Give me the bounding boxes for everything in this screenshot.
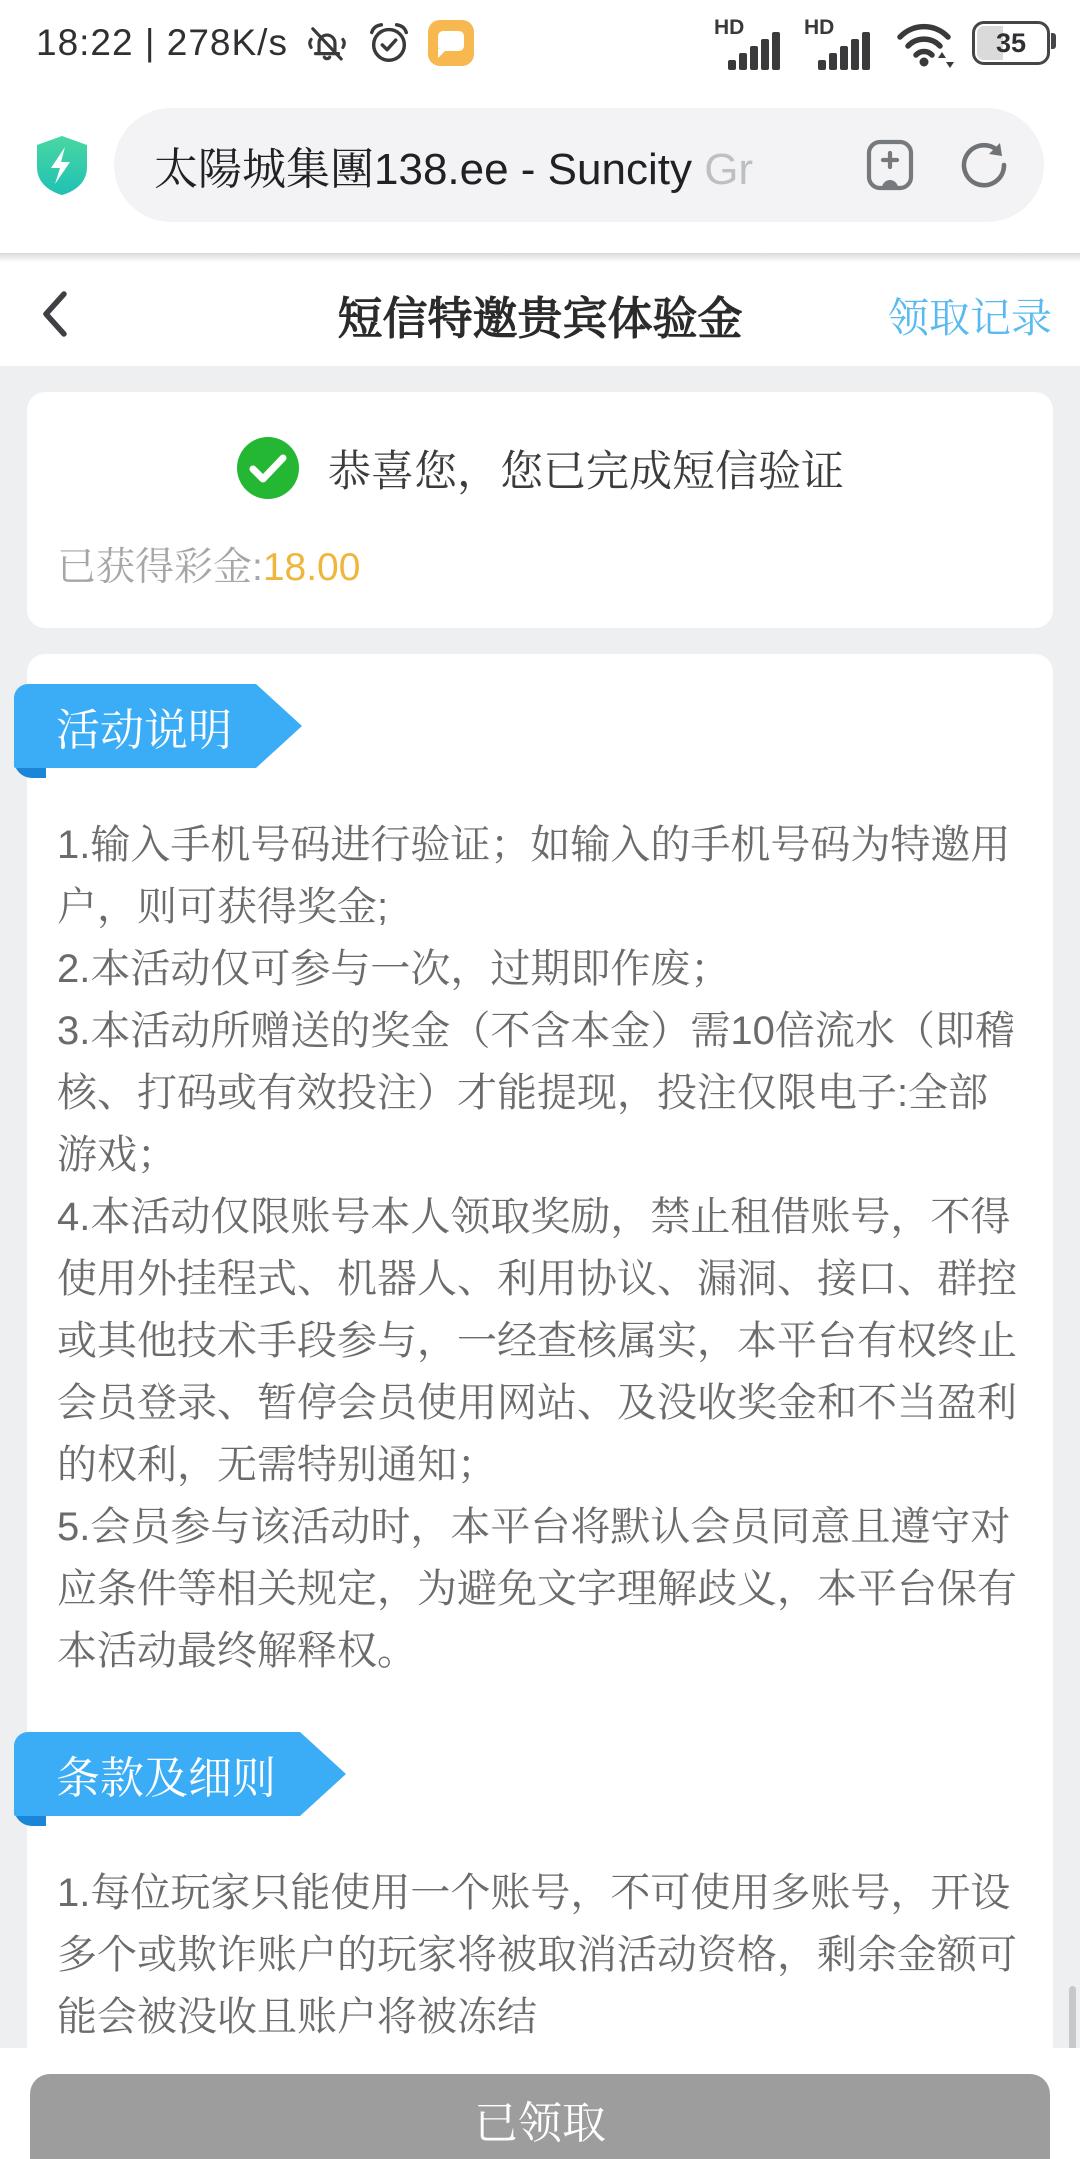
rule-item: 2.本活动仅可参与一次，过期即作废； xyxy=(57,947,731,991)
url-bar-actions xyxy=(864,137,1010,193)
refresh-icon[interactable] xyxy=(958,139,1010,191)
battery-icon xyxy=(972,21,1050,65)
bonus-line xyxy=(57,536,1023,592)
url-text: 太陽城集團138.ee - Suncity Gr xyxy=(154,144,754,194)
mute-vibrate-icon xyxy=(304,21,350,65)
url-bar[interactable] xyxy=(114,108,1044,222)
svg-text:HD: HD xyxy=(804,16,835,39)
wifi-icon xyxy=(894,18,954,68)
url-text-faded: Gr xyxy=(704,144,754,194)
ribbon-label: 条款及细则 xyxy=(14,1732,300,1816)
rule-item: 3.本活动所赠送的奖金（不含本金）需10倍流水（即稽核、打码或有效投注）才能提现，投注仅限电子:全部游戏； xyxy=(57,1009,1015,1177)
alarm-clock-icon xyxy=(366,20,412,66)
battery-level: 35 xyxy=(995,27,1027,58)
rule-item: 4.本活动仅限账号本人领取奖励，禁止租借账号，不得使用外挂程式、机器人、利用协议、漏洞、接口、群控或其他技术手段参与，一经查核属实，本平台有权终止会员登录、暂停会员使用网站、及没收奖金和不当盈利的权利，无需特别通知； xyxy=(57,1195,1017,1487)
claimed-button[interactable]: 已领取 xyxy=(30,2074,1050,2159)
section-ribbon-terms xyxy=(14,1732,300,1816)
scrollbar-thumb[interactable] xyxy=(1069,1986,1076,2050)
browser-address-bar xyxy=(0,76,1080,253)
claim-records-link[interactable]: 领取记录 xyxy=(888,294,1052,341)
add-bookmark-icon[interactable] xyxy=(864,137,916,193)
success-row xyxy=(57,436,1023,500)
verification-result-card xyxy=(27,392,1053,628)
page-content xyxy=(0,366,1080,2159)
page-header xyxy=(0,262,1080,366)
bonus-amount: 18.00 xyxy=(262,546,361,589)
rule-item: 1.输入手机号码进行验证；如输入的手机号码为特邀用户，则可获得奖金; xyxy=(57,823,1011,929)
page-title: 短信特邀贵宾体验金 xyxy=(337,292,743,344)
activity-rules-text xyxy=(27,768,1053,1682)
security-shield-icon[interactable] xyxy=(30,133,94,197)
sim1-signal-icon xyxy=(714,16,786,70)
ribbon-label: 活动说明 xyxy=(14,684,256,768)
check-circle-icon xyxy=(236,436,300,500)
section-ribbon-activity xyxy=(14,684,256,768)
success-message: 恭喜您，您已完成短信验证 xyxy=(328,447,844,496)
status-bar xyxy=(0,0,1080,76)
notes-app-icon xyxy=(428,20,474,66)
status-right xyxy=(714,16,1050,70)
time-and-speed: 18:22 | 278K/s xyxy=(36,22,288,63)
activity-rules-card xyxy=(27,654,1053,2159)
sim2-signal-icon xyxy=(804,16,876,70)
svg-text:HD: HD xyxy=(714,16,745,39)
bonus-label: 已获得彩金: xyxy=(57,546,263,589)
rule-item: 5.会员参与该活动时，本平台将默认会员同意且遵守对应条件等相关规定，为避免文字理解歧义，本平台保有本活动最终解释权。 xyxy=(57,1505,1017,1673)
browser-page-divider xyxy=(0,253,1080,262)
rule-item: 1.每位玩家只能使用一个账号，不可使用多账号，开设多个或欺诈账户的玩家将被取消活动资格，剩余金额可能会被没收且账户将被冻结 xyxy=(57,1871,1017,2039)
status-left xyxy=(36,20,474,66)
bottom-action-bar xyxy=(0,2048,1080,2159)
